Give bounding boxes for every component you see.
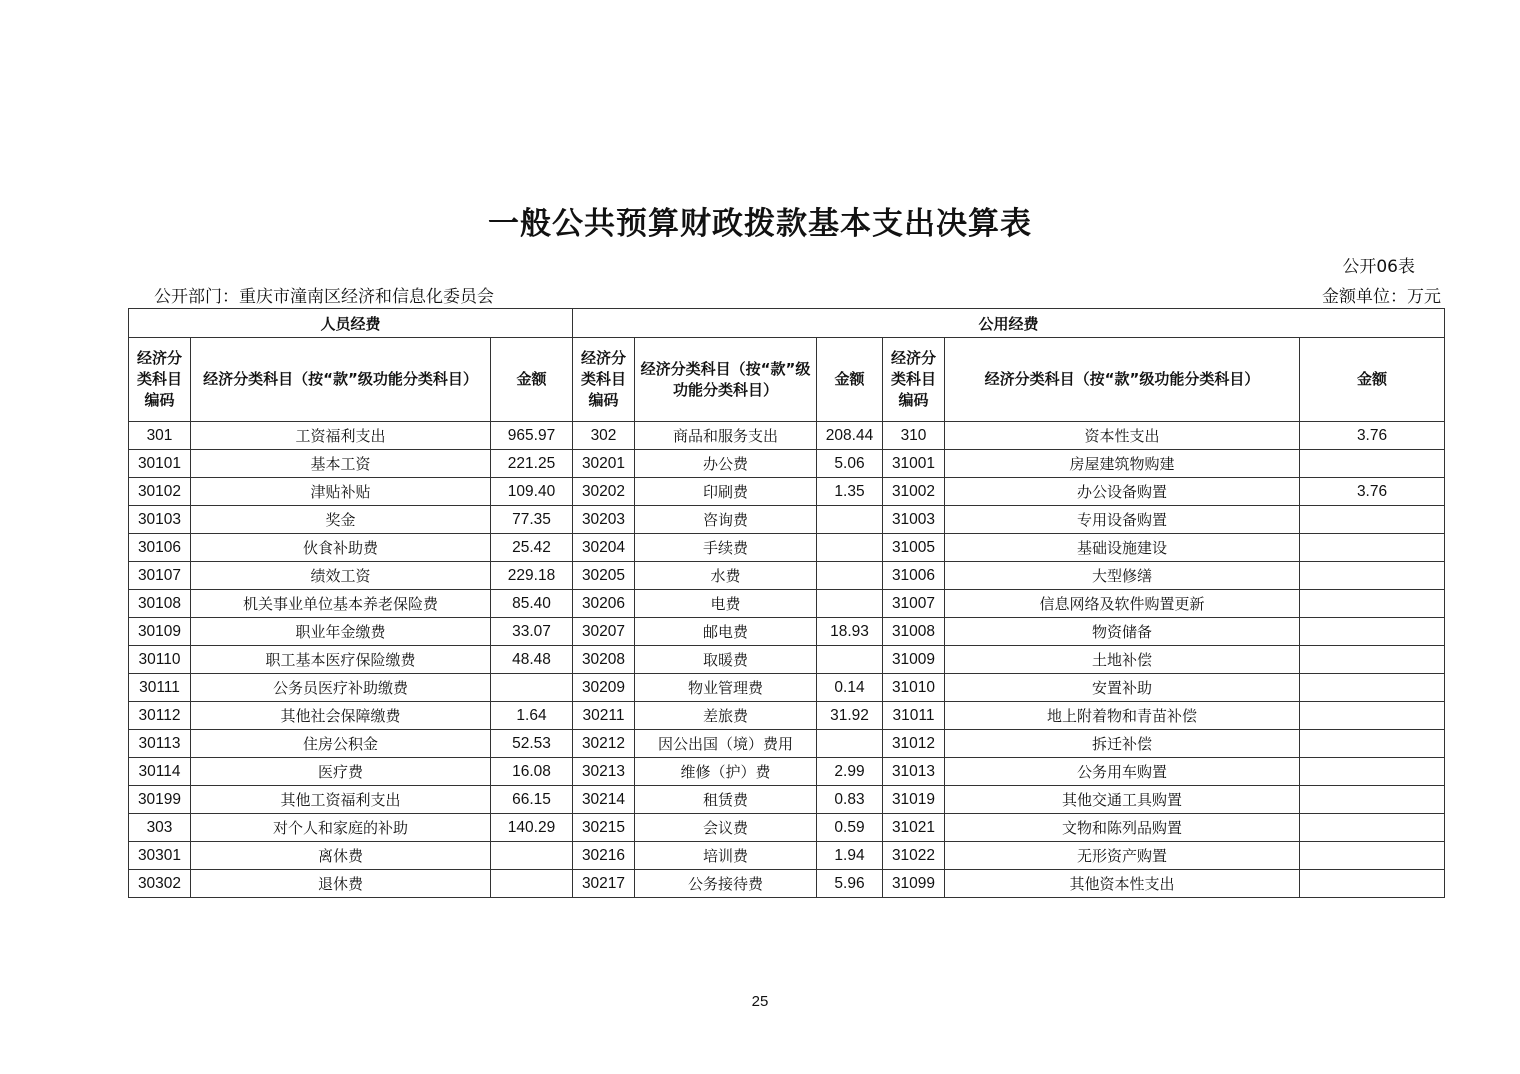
- item-amount: 5.96: [817, 870, 883, 898]
- item-code: 31019: [883, 786, 945, 814]
- item-code: 31011: [883, 702, 945, 730]
- item-name: 电费: [635, 590, 817, 618]
- item-code: 30107: [129, 562, 191, 590]
- item-amount: [1300, 646, 1445, 674]
- item-code: 30202: [573, 478, 635, 506]
- item-amount: [1300, 506, 1445, 534]
- table-row: [129, 674, 1445, 702]
- item-name: 公务接待费: [635, 870, 817, 898]
- item-name: 津贴补贴: [191, 478, 491, 506]
- item-name: 职工基本医疗保险缴费: [191, 646, 491, 674]
- item-code: 30114: [129, 758, 191, 786]
- item-code: 310: [883, 422, 945, 450]
- page-number: 25: [751, 993, 769, 1010]
- item-amount: 0.83: [817, 786, 883, 814]
- item-code: 31003: [883, 506, 945, 534]
- header-name: 经济分类科目（按“款”级功能分类科目）: [191, 338, 491, 422]
- item-code: 30106: [129, 534, 191, 562]
- item-code: 30112: [129, 702, 191, 730]
- item-amount: 52.53: [491, 730, 573, 758]
- item-code: 30206: [573, 590, 635, 618]
- item-amount: 33.07: [491, 618, 573, 646]
- table-row: [129, 758, 1445, 786]
- table-row: [129, 422, 1445, 450]
- table-row: [129, 842, 1445, 870]
- header-amount: 金额: [817, 338, 883, 422]
- item-code: 30199: [129, 786, 191, 814]
- item-name: 土地补偿: [945, 646, 1300, 674]
- item-name: 地上附着物和青苗补偿: [945, 702, 1300, 730]
- item-code: 31008: [883, 618, 945, 646]
- item-amount: [817, 562, 883, 590]
- item-name: 伙食补助费: [191, 534, 491, 562]
- item-code: 30216: [573, 842, 635, 870]
- item-name: 手续费: [635, 534, 817, 562]
- item-code: 30209: [573, 674, 635, 702]
- item-code: 30207: [573, 618, 635, 646]
- item-name: 专用设备购置: [945, 506, 1300, 534]
- item-amount: 1.94: [817, 842, 883, 870]
- item-name: 拆迁补偿: [945, 730, 1300, 758]
- item-amount: [817, 646, 883, 674]
- item-amount: 0.14: [817, 674, 883, 702]
- item-name: 住房公积金: [191, 730, 491, 758]
- item-code: 31005: [883, 534, 945, 562]
- item-code: 31013: [883, 758, 945, 786]
- amount-unit-label: 金额单位：万元: [1322, 287, 1441, 307]
- item-name: 房屋建筑物购建: [945, 450, 1300, 478]
- item-amount: 3.76: [1300, 422, 1445, 450]
- table-body: [129, 422, 1445, 898]
- item-code: 30113: [129, 730, 191, 758]
- item-amount: 48.48: [491, 646, 573, 674]
- item-code: 30205: [573, 562, 635, 590]
- table-row: [129, 618, 1445, 646]
- item-code: 30214: [573, 786, 635, 814]
- item-name: 公务员医疗补助缴费: [191, 674, 491, 702]
- item-name: 其他交通工具购置: [945, 786, 1300, 814]
- item-code: 30212: [573, 730, 635, 758]
- item-code: 30111: [129, 674, 191, 702]
- header-name: 经济分类科目（按“款”级功能分类科目）: [635, 338, 817, 422]
- item-name: 差旅费: [635, 702, 817, 730]
- item-code: 30101: [129, 450, 191, 478]
- item-amount: 5.06: [817, 450, 883, 478]
- item-name: 商品和服务支出: [635, 422, 817, 450]
- header-code: 经济分类科目编码: [573, 338, 635, 422]
- item-amount: 25.42: [491, 534, 573, 562]
- item-name: 机关事业单位基本养老保险费: [191, 590, 491, 618]
- item-amount: [1300, 758, 1445, 786]
- header-code: 经济分类科目编码: [129, 338, 191, 422]
- item-amount: 31.92: [817, 702, 883, 730]
- item-amount: 16.08: [491, 758, 573, 786]
- table-row: [129, 450, 1445, 478]
- item-amount: 221.25: [491, 450, 573, 478]
- item-amount: [1300, 842, 1445, 870]
- item-amount: 1.35: [817, 478, 883, 506]
- table-row: [129, 562, 1445, 590]
- item-amount: 965.97: [491, 422, 573, 450]
- item-code: 31009: [883, 646, 945, 674]
- item-amount: 2.99: [817, 758, 883, 786]
- department-label: 公开部门：重庆市潼南区经济和信息化委员会: [154, 287, 494, 307]
- item-name: 资本性支出: [945, 422, 1300, 450]
- item-code: 30102: [129, 478, 191, 506]
- item-amount: [817, 590, 883, 618]
- item-amount: [491, 870, 573, 898]
- item-amount: 0.59: [817, 814, 883, 842]
- item-amount: 208.44: [817, 422, 883, 450]
- item-name: 职业年金缴费: [191, 618, 491, 646]
- header-code: 经济分类科目编码: [883, 338, 945, 422]
- item-amount: [817, 534, 883, 562]
- item-name: 基本工资: [191, 450, 491, 478]
- section-personnel: 人员经费: [129, 309, 573, 338]
- table-row: [129, 786, 1445, 814]
- item-name: 会议费: [635, 814, 817, 842]
- item-amount: [1300, 562, 1445, 590]
- item-name: 物资储备: [945, 618, 1300, 646]
- item-name: 物业管理费: [635, 674, 817, 702]
- item-name: 无形资产购置: [945, 842, 1300, 870]
- item-name: 其他工资福利支出: [191, 786, 491, 814]
- item-amount: [1300, 786, 1445, 814]
- item-code: 31099: [883, 870, 945, 898]
- item-code: 31002: [883, 478, 945, 506]
- item-name: 信息网络及软件购置更新: [945, 590, 1300, 618]
- item-amount: 85.40: [491, 590, 573, 618]
- table-row: [129, 478, 1445, 506]
- item-name: 文物和陈列品购置: [945, 814, 1300, 842]
- item-amount: 229.18: [491, 562, 573, 590]
- item-name: 其他社会保障缴费: [191, 702, 491, 730]
- item-amount: 1.64: [491, 702, 573, 730]
- item-name: 绩效工资: [191, 562, 491, 590]
- item-code: 30213: [573, 758, 635, 786]
- item-name: 医疗费: [191, 758, 491, 786]
- item-name: 其他资本性支出: [945, 870, 1300, 898]
- item-code: 30204: [573, 534, 635, 562]
- item-name: 邮电费: [635, 618, 817, 646]
- item-code: 30109: [129, 618, 191, 646]
- item-amount: [491, 842, 573, 870]
- item-code: 30108: [129, 590, 191, 618]
- item-code: 30201: [573, 450, 635, 478]
- table-row: [129, 870, 1445, 898]
- item-name: 咨询费: [635, 506, 817, 534]
- item-code: 30103: [129, 506, 191, 534]
- item-code: 301: [129, 422, 191, 450]
- form-number: 公开06表: [1342, 257, 1415, 277]
- item-amount: [491, 674, 573, 702]
- section-public: 公用经费: [573, 309, 1445, 338]
- item-name: 奖金: [191, 506, 491, 534]
- header-amount: 金额: [1300, 338, 1445, 422]
- item-amount: [1300, 814, 1445, 842]
- item-amount: 3.76: [1300, 478, 1445, 506]
- item-code: 31007: [883, 590, 945, 618]
- item-name: 因公出国（境）费用: [635, 730, 817, 758]
- item-code: 31010: [883, 674, 945, 702]
- item-amount: [1300, 674, 1445, 702]
- item-name: 离休费: [191, 842, 491, 870]
- item-name: 安置补助: [945, 674, 1300, 702]
- table-row: [129, 702, 1445, 730]
- item-code: 30217: [573, 870, 635, 898]
- item-amount: [817, 506, 883, 534]
- item-amount: [817, 730, 883, 758]
- item-name: 退休费: [191, 870, 491, 898]
- item-amount: [1300, 590, 1445, 618]
- table-row: [129, 730, 1445, 758]
- item-name: 维修（护）费: [635, 758, 817, 786]
- item-name: 租赁费: [635, 786, 817, 814]
- table-row: [129, 646, 1445, 674]
- item-name: 工资福利支出: [191, 422, 491, 450]
- item-amount: 109.40: [491, 478, 573, 506]
- item-amount: 140.29: [491, 814, 573, 842]
- item-code: 30301: [129, 842, 191, 870]
- page-title: 一般公共预算财政拨款基本支出决算表: [488, 206, 1032, 242]
- item-name: 对个人和家庭的补助: [191, 814, 491, 842]
- item-code: 30302: [129, 870, 191, 898]
- header-name: 经济分类科目（按“款”级功能分类科目）: [945, 338, 1300, 422]
- item-name: 大型修缮: [945, 562, 1300, 590]
- header-amount: 金额: [491, 338, 573, 422]
- item-amount: 77.35: [491, 506, 573, 534]
- item-name: 取暖费: [635, 646, 817, 674]
- item-amount: 18.93: [817, 618, 883, 646]
- item-amount: [1300, 870, 1445, 898]
- item-name: 办公费: [635, 450, 817, 478]
- item-code: 30211: [573, 702, 635, 730]
- item-code: 31001: [883, 450, 945, 478]
- item-code: 31021: [883, 814, 945, 842]
- table-row: [129, 506, 1445, 534]
- item-name: 印刷费: [635, 478, 817, 506]
- item-name: 基础设施建设: [945, 534, 1300, 562]
- item-amount: [1300, 730, 1445, 758]
- item-name: 培训费: [635, 842, 817, 870]
- item-code: 31022: [883, 842, 945, 870]
- item-amount: [1300, 618, 1445, 646]
- item-code: 30110: [129, 646, 191, 674]
- item-name: 水费: [635, 562, 817, 590]
- item-amount: [1300, 534, 1445, 562]
- item-code: 31012: [883, 730, 945, 758]
- item-name: 办公设备购置: [945, 478, 1300, 506]
- table-row: [129, 534, 1445, 562]
- item-code: 30208: [573, 646, 635, 674]
- item-amount: [1300, 450, 1445, 478]
- table-row: [129, 814, 1445, 842]
- item-amount: 66.15: [491, 786, 573, 814]
- item-code: 303: [129, 814, 191, 842]
- item-code: 30203: [573, 506, 635, 534]
- item-amount: [1300, 702, 1445, 730]
- expenditure-table: [128, 308, 1445, 898]
- table-row: [129, 590, 1445, 618]
- item-code: 31006: [883, 562, 945, 590]
- item-code: 302: [573, 422, 635, 450]
- item-code: 30215: [573, 814, 635, 842]
- item-name: 公务用车购置: [945, 758, 1300, 786]
